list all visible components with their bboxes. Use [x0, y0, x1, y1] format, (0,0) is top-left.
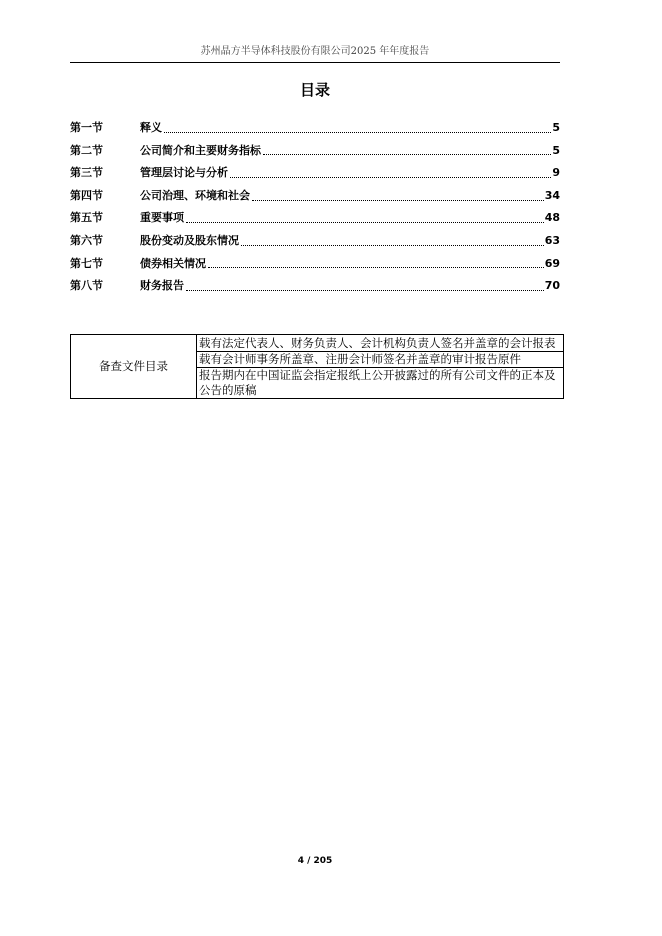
reference-documents-table	[70, 334, 564, 399]
toc-page-number: 9	[552, 166, 560, 180]
toc-entry-section-5[interactable]	[70, 207, 560, 230]
toc-page-number: 69	[544, 256, 560, 270]
toc-section-title: 重要事项	[140, 211, 184, 225]
reference-documents-label: 备查文件目录	[71, 335, 197, 399]
reference-document-item: 报告期内在中国证监会指定报纸上公开披露过的所有公司文件的正本及公告的原稿	[197, 368, 564, 399]
toc-page-number: 34	[544, 188, 560, 202]
toc-page-number: 5	[552, 121, 560, 134]
reference-document-item: 载有会计师事务所盖章、注册会计师签名并盖章的审计报告原件	[197, 352, 564, 368]
toc-section-number: 第一节	[70, 121, 103, 134]
toc-page-number: 63	[544, 233, 560, 247]
page-number-footer: 4 / 205	[297, 856, 333, 866]
toc-section-title: 财务报告	[140, 279, 184, 293]
toc-section-number: 第四节	[70, 188, 103, 202]
toc-section-title: 管理层讨论与分析	[140, 166, 228, 180]
toc-section-number: 第七节	[70, 256, 103, 270]
toc-section-title: 公司简介和主要财务指标	[140, 143, 261, 157]
toc-title: 目录	[299, 81, 330, 99]
toc-dot-leader	[186, 214, 544, 223]
toc-section-title: 释义	[140, 121, 162, 134]
toc-dot-leader	[252, 192, 544, 201]
toc-section-number: 第六节	[70, 233, 103, 247]
table-row	[71, 335, 564, 352]
toc-dot-leader	[230, 169, 551, 178]
toc-entry-section-3[interactable]	[70, 162, 560, 185]
toc-dot-leader	[186, 282, 544, 291]
toc-page-number: 48	[544, 211, 560, 225]
toc-entry-section-4[interactable]	[70, 185, 560, 208]
toc-section-title: 公司治理、环境和社会	[140, 188, 250, 202]
toc-entry-section-1[interactable]	[70, 117, 560, 140]
toc-page-number: 5	[552, 143, 560, 157]
toc-dot-leader	[164, 124, 551, 133]
table-of-contents	[70, 117, 560, 298]
reference-document-item: 载有法定代表人、财务负责人、会计机构负责人签名并盖章的会计报表	[197, 335, 564, 352]
toc-section-title: 债券相关情况	[140, 256, 206, 270]
header-divider	[70, 62, 560, 63]
toc-section-number: 第三节	[70, 166, 103, 180]
toc-entry-section-2[interactable]	[70, 140, 560, 163]
toc-section-title: 股份变动及股东情况	[140, 233, 239, 247]
toc-section-number: 第二节	[70, 143, 103, 157]
toc-entry-section-6[interactable]	[70, 230, 560, 253]
toc-section-number: 第五节	[70, 211, 103, 225]
running-header: 苏州晶方半导体科技股份有限公司2025 年年度报告	[200, 46, 430, 57]
toc-entry-section-8[interactable]	[70, 275, 560, 298]
toc-page-number: 70	[544, 279, 560, 293]
toc-section-number: 第八节	[70, 279, 103, 293]
toc-dot-leader	[263, 146, 551, 155]
toc-entry-section-7[interactable]	[70, 253, 560, 276]
toc-dot-leader	[241, 237, 544, 246]
toc-dot-leader	[208, 259, 544, 268]
